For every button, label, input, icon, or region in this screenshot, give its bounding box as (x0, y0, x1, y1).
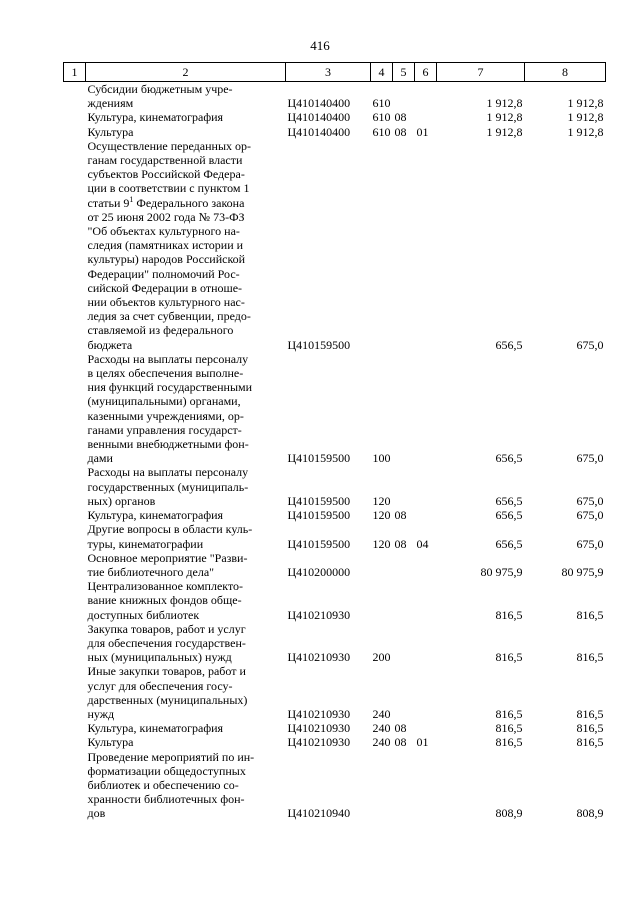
row-col-7: 816,5 (495, 735, 523, 750)
row-col-8: 1 912,8 (567, 124, 604, 139)
row-col-4: 100 (372, 451, 391, 466)
row-col-7: 80 975,9 (480, 564, 523, 579)
row-col-8: 1 912,8 (567, 110, 604, 125)
row-number-cell (64, 721, 86, 735)
row-col-5 (393, 551, 415, 579)
row-number-cell (64, 551, 86, 579)
row-col-4: 610 (372, 124, 391, 139)
row-col-4 (371, 139, 393, 352)
row-col-4 (371, 551, 393, 579)
row-name: Культура (87, 124, 134, 139)
row-col-6: 04 (416, 536, 429, 551)
table-row (64, 579, 606, 622)
row-col-5 (393, 622, 415, 665)
row-col-5 (393, 82, 415, 111)
row-col-7: 816,5 (495, 721, 523, 736)
row-col-7: 656,5 (495, 493, 523, 508)
header-row (64, 63, 606, 82)
row-number-cell (64, 622, 86, 665)
row-number-cell (64, 352, 86, 466)
table-row (64, 352, 606, 466)
row-col-6 (415, 508, 437, 522)
row-code: Ц410210930 (287, 735, 351, 750)
header-col-2: 2 (86, 63, 286, 82)
row-code: Ц410140400 (287, 124, 351, 139)
row-col-6 (415, 579, 437, 622)
table-row (64, 735, 606, 749)
row-col-5 (393, 465, 415, 508)
row-col-8: 675,0 (576, 508, 604, 523)
row-name: Культура, кинематография (87, 508, 224, 523)
row-number-cell (64, 750, 86, 821)
row-col-7: 656,5 (495, 337, 523, 352)
row-code: Ц410200000 (287, 564, 351, 579)
row-col-7: 656,5 (495, 451, 523, 466)
row-col-4: 240 (372, 735, 391, 750)
row-col-6 (415, 110, 437, 124)
row-code: Ц410210930 (287, 650, 351, 665)
row-col-8: 816,5 (576, 721, 604, 736)
row-col-5: 08 (394, 508, 407, 523)
row-col-5: 08 (394, 536, 407, 551)
row-name: Иные закупки товаров, работ и услуг для обеспечения госу- дарственных (муниципальных) нужд (87, 664, 248, 721)
row-col-4 (371, 579, 393, 622)
row-name-part: Федерального закона от 25 июня 2002 года № 73-ФЗ "Об объектах культурного на- следия (памятниках истории и культуры) народов Российской Федерации" полномочий Рос- сийской Федерации в отноше- нии объектов культурного нас- ледия за счет субвенции, предо- ставляемой из федерального бюджета (87, 195, 251, 352)
row-number-cell (64, 110, 86, 124)
table-row (64, 664, 606, 721)
header-col-4: 4 (371, 63, 393, 82)
row-col-6 (415, 551, 437, 579)
row-col-8: 675,0 (576, 536, 604, 551)
row-name: Культура, кинематография (87, 721, 224, 736)
row-col-8: 816,5 (576, 706, 604, 721)
row-col-8: 808,9 (576, 806, 604, 821)
row-name: Культура, кинематография (87, 110, 224, 125)
table-row (64, 465, 606, 508)
row-number-cell (64, 125, 86, 139)
row-number-cell (64, 465, 86, 508)
table-row (64, 551, 606, 579)
row-col-4: 610 (372, 110, 391, 125)
row-col-8: 816,5 (576, 735, 604, 750)
row-code: Ц410210940 (287, 806, 351, 821)
row-name: Расходы на выплаты персоналу в целях обеспечения выполне- ния функций государственными (муниципальными) органами, казенными учреждениями, ор- ганами управления государст- венными внебюджетными фон- дами (87, 351, 253, 466)
row-col-7: 816,5 (495, 706, 523, 721)
row-number-cell (64, 139, 86, 352)
page-number: 416 (310, 38, 330, 53)
row-col-4: 240 (372, 721, 391, 736)
row-col-4: 120 (372, 508, 391, 523)
row-col-4: 240 (372, 706, 391, 721)
row-code: Ц410210930 (287, 721, 351, 736)
row-col-7: 656,5 (495, 508, 523, 523)
row-code: Ц410159500 (287, 337, 351, 352)
row-code: Ц410159500 (287, 451, 351, 466)
row-col-4: 120 (372, 536, 391, 551)
row-code: Ц410159500 (287, 536, 351, 551)
row-name: Проведение мероприятий по ин- форматизации общедоступных библиотек и обеспечению со- хранности библиотечных фон- дов (87, 749, 255, 821)
table-row (64, 110, 606, 124)
row-col-5 (393, 750, 415, 821)
row-code: Ц410210930 (287, 607, 351, 622)
row-name: Расходы на выплаты персоналу государственных (муниципаль- ных) органов (87, 465, 249, 508)
row-name: Культура (87, 735, 134, 750)
row-col-5: 08 (394, 735, 407, 750)
row-name-superscript: 1 (129, 194, 134, 204)
row-col-6 (415, 721, 437, 735)
row-col-7: 1 912,8 (486, 96, 523, 111)
table-row (64, 125, 606, 139)
row-number-cell (64, 579, 86, 622)
row-col-7: 816,5 (495, 607, 523, 622)
row-col-4: 610 (372, 96, 391, 111)
row-col-6 (415, 750, 437, 821)
row-col-8: 675,0 (576, 493, 604, 508)
budget-table (63, 62, 606, 821)
header-col-6: 6 (415, 63, 437, 82)
row-col-6: 01 (416, 735, 429, 750)
row-col-6 (415, 352, 437, 466)
table-row (64, 622, 606, 665)
row-name-part: Осуществление переданных ор- ганам государственной власти субъектов Российской Федера- ции в соответствии с пунктом 1 статьи 9 (87, 138, 252, 210)
row-number-cell (64, 664, 86, 721)
row-col-7: 808,9 (495, 806, 523, 821)
row-col-4: 200 (372, 650, 391, 665)
table-row (64, 750, 606, 821)
row-col-7: 1 912,8 (486, 110, 523, 125)
row-col-8: 1 912,8 (567, 96, 604, 111)
row-number-cell (64, 82, 86, 111)
row-name: Централизованное комплекто- вание книжных фондов обще- доступных библиотек (87, 579, 244, 622)
row-col-8: 816,5 (576, 650, 604, 665)
row-name: Субсидии бюджетным учре- ждениям (87, 82, 233, 111)
table-row (64, 508, 606, 522)
row-col-6: 01 (416, 124, 429, 139)
row-code: Ц410159500 (287, 493, 351, 508)
row-col-8: 80 975,9 (561, 564, 604, 579)
row-col-5 (393, 139, 415, 352)
row-col-8: 675,0 (576, 337, 604, 352)
row-col-6 (415, 465, 437, 508)
row-col-5 (393, 352, 415, 466)
row-col-7: 816,5 (495, 650, 523, 665)
row-col-6 (415, 622, 437, 665)
row-col-4: 120 (372, 493, 391, 508)
table-row (64, 82, 606, 111)
row-col-5 (393, 664, 415, 721)
row-col-6 (415, 82, 437, 111)
table-row (64, 139, 606, 352)
row-col-5: 08 (394, 721, 407, 736)
row-col-8: 816,5 (576, 607, 604, 622)
header-col-8: 8 (525, 63, 606, 82)
row-number-cell (64, 508, 86, 522)
header-col-7: 7 (437, 63, 525, 82)
row-col-4 (371, 750, 393, 821)
row-code: Ц410159500 (287, 508, 351, 523)
header-col-3: 3 (286, 63, 371, 82)
table-row (64, 522, 606, 550)
row-col-5: 08 (394, 124, 407, 139)
table-row (64, 721, 606, 735)
row-number-cell (64, 735, 86, 749)
header-col-5: 5 (393, 63, 415, 82)
row-name: Основное мероприятие "Разви- тие библиотечного дела" (87, 550, 248, 579)
row-name: Другие вопросы в области куль- туры, кинематографии (87, 522, 253, 551)
header-col-1: 1 (64, 63, 86, 82)
row-col-8: 675,0 (576, 451, 604, 466)
row-col-7: 1 912,8 (486, 124, 523, 139)
row-code: Ц410140400 (287, 110, 351, 125)
row-col-5: 08 (394, 110, 407, 125)
row-col-5 (393, 579, 415, 622)
row-code: Ц410140400 (287, 96, 351, 111)
row-col-7: 656,5 (495, 536, 523, 551)
row-col-6 (415, 139, 437, 352)
row-col-6 (415, 664, 437, 721)
row-name (86, 139, 286, 352)
row-name: Закупка товаров, работ и услуг для обеспечения государствен- ных (муниципальных) нужд (87, 621, 246, 665)
row-number-cell (64, 522, 86, 550)
row-code: Ц410210930 (287, 706, 351, 721)
